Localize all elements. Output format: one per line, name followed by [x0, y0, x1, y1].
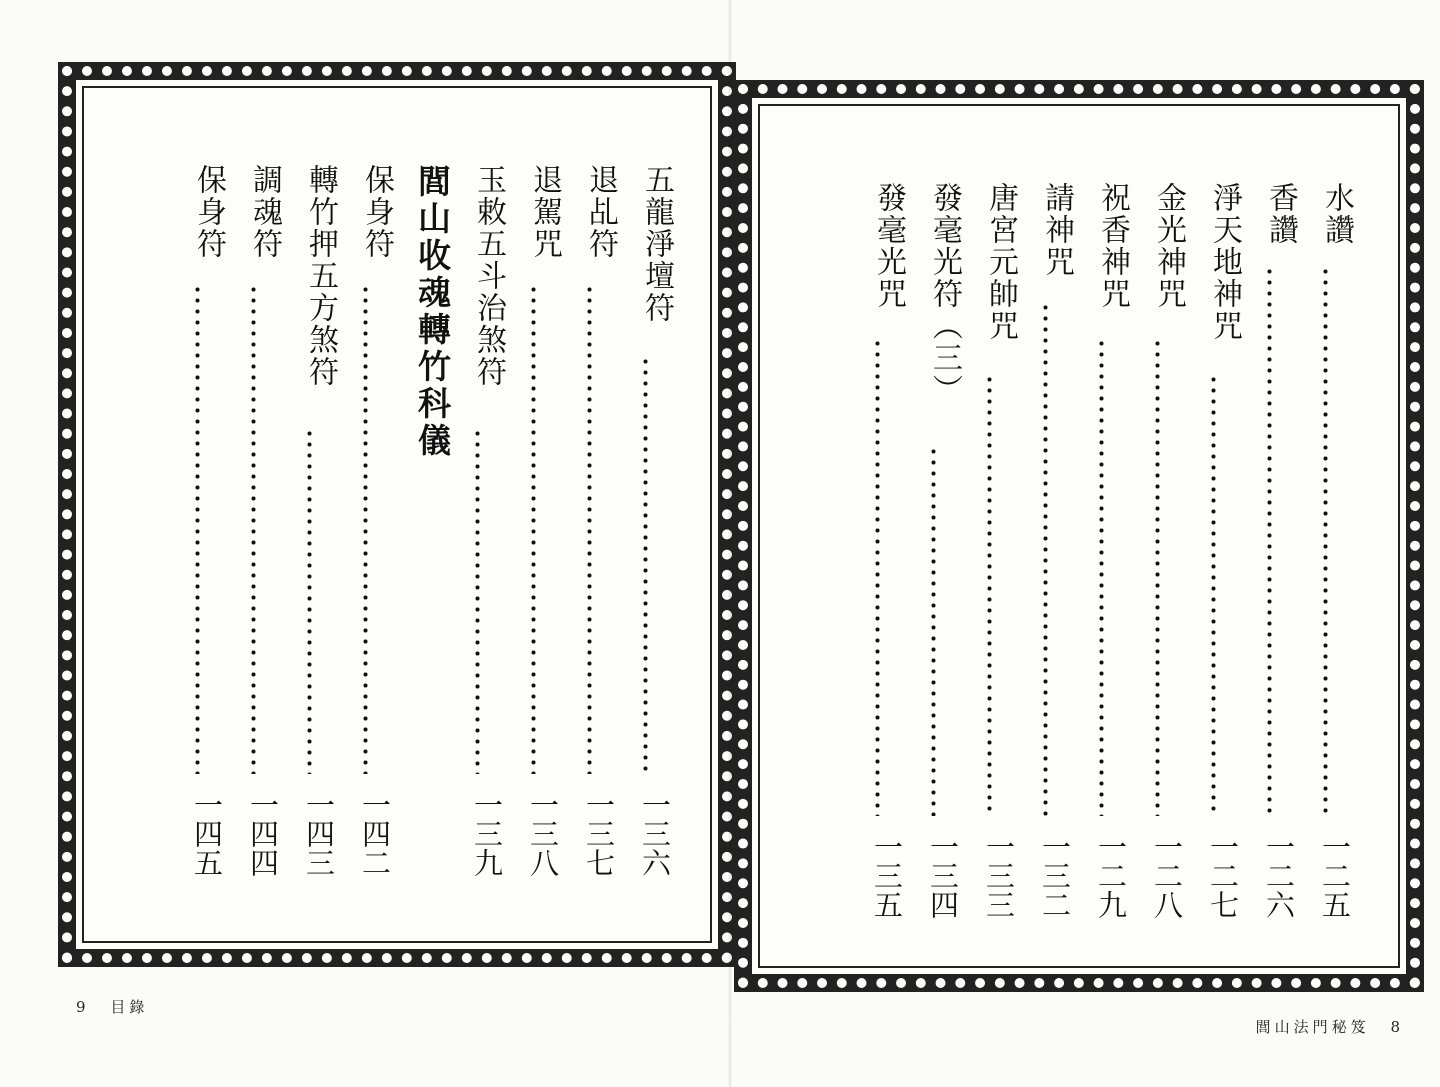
toc-leader-dots: [1099, 338, 1104, 816]
toc-entry-page-number: 一二九: [1094, 832, 1128, 919]
toc-entry-page-number: 一三九: [470, 790, 504, 877]
toc-entry: [906, 118, 962, 954]
toc-entry: [170, 100, 226, 929]
toc-leader-dots: [251, 284, 256, 774]
toc-entry: [1186, 118, 1242, 954]
toc-entry-title: 發毫光咒: [871, 182, 906, 310]
toc-entry-title: 保身符: [191, 164, 226, 260]
toc-leader-dots: [1043, 302, 1048, 816]
right-page: [730, 0, 1440, 1087]
toc-entry-page-number: 一三五: [870, 832, 904, 919]
toc-entry: [1018, 118, 1074, 954]
toc-entry: [562, 100, 618, 929]
toc-leader-dots: [307, 428, 312, 774]
toc-entry-page-number: 一四三: [302, 790, 336, 877]
toc-entry-page-number: 一四四: [246, 790, 280, 877]
toc-entry-title: 祝香神咒: [1095, 182, 1130, 310]
right-page-border-frame: [734, 80, 1424, 992]
toc-entry: [506, 100, 562, 929]
toc-leader-dots: [587, 284, 592, 774]
toc-entry-page-number: 一三六: [638, 790, 672, 877]
toc-entry-title: 唐宮元帥咒: [983, 182, 1018, 342]
toc-entry-page-number: 一三四: [926, 832, 960, 919]
toc-entry-page-number: 一四二: [358, 790, 392, 877]
toc-leader-dots: [875, 338, 880, 816]
toc-entry-title: 五龍淨壇符: [639, 164, 674, 324]
left-toc-columns: [96, 100, 698, 929]
toc-leader-dots: [1323, 266, 1328, 816]
toc-entry-title: 退乩符: [583, 164, 618, 260]
toc-entry: [226, 100, 282, 929]
toc-entry-title: 退駕咒: [527, 164, 562, 260]
left-page-number: 9: [76, 998, 90, 1016]
toc-entry-title: 保身符: [359, 164, 394, 260]
toc-entry-title: 轉竹押五方煞符: [303, 164, 338, 388]
toc-entry-page-number: 一二八: [1150, 832, 1184, 919]
toc-entry-title: 金光神咒: [1151, 182, 1186, 310]
toc-entry-title: 香讚: [1263, 182, 1298, 246]
toc-entry: [338, 100, 394, 929]
toc-entry: [1130, 118, 1186, 954]
toc-entry: [850, 118, 906, 954]
toc-entry: [1074, 118, 1130, 954]
toc-leader-dots: [987, 374, 992, 816]
toc-entry: [450, 100, 506, 929]
toc-entry-page-number: 一二七: [1206, 832, 1240, 919]
toc-entry-page-number: 一四五: [190, 790, 224, 877]
toc-leader-dots: [931, 446, 936, 816]
toc-section-heading: [394, 100, 450, 929]
toc-entry-title: 水讚: [1319, 182, 1354, 246]
toc-entry-page-number: 一三七: [582, 790, 616, 877]
toc-entry-title: 請神咒: [1039, 182, 1074, 278]
toc-entry-title: 玉敕五斗治煞符: [471, 164, 506, 388]
toc-entry-page-number: 一二六: [1262, 832, 1296, 919]
right-page-number: 8: [1390, 1018, 1404, 1036]
left-footer-label: 目錄: [110, 998, 149, 1016]
right-toc-columns: [772, 118, 1386, 954]
right-footer-label: 閭山法門秘笈: [1255, 1018, 1370, 1036]
toc-leader-dots: [1155, 338, 1160, 816]
toc-entry-title: 調魂符: [247, 164, 282, 260]
toc-leader-dots: [531, 284, 536, 774]
toc-entry-title: 發毫光符（三）: [927, 182, 962, 406]
toc-entry-title: 閭山收魂轉竹科儀: [413, 164, 452, 460]
toc-leader-dots: [1211, 374, 1216, 816]
left-page-footer: [64, 996, 148, 1017]
toc-entry: [1298, 118, 1354, 954]
left-page-border-frame: [58, 62, 736, 967]
toc-entry: [618, 100, 674, 929]
toc-entry-title: 淨天地神咒: [1207, 182, 1242, 342]
toc-entry: [282, 100, 338, 929]
toc-leader-dots: [363, 284, 368, 774]
toc-leader-dots: [1267, 266, 1272, 816]
toc-entry-page-number: 一三三: [982, 832, 1016, 919]
toc-entry: [1242, 118, 1298, 954]
toc-leader-dots: [475, 428, 480, 774]
toc-leader-dots: [643, 356, 648, 774]
toc-entry-page-number: 一二五: [1318, 832, 1352, 919]
toc-entry: [962, 118, 1018, 954]
toc-entry-page-number: 一三二: [1038, 832, 1072, 919]
right-page-footer: [1256, 1016, 1416, 1037]
toc-entry-page-number: 一三八: [526, 790, 560, 877]
toc-leader-dots: [195, 284, 200, 774]
